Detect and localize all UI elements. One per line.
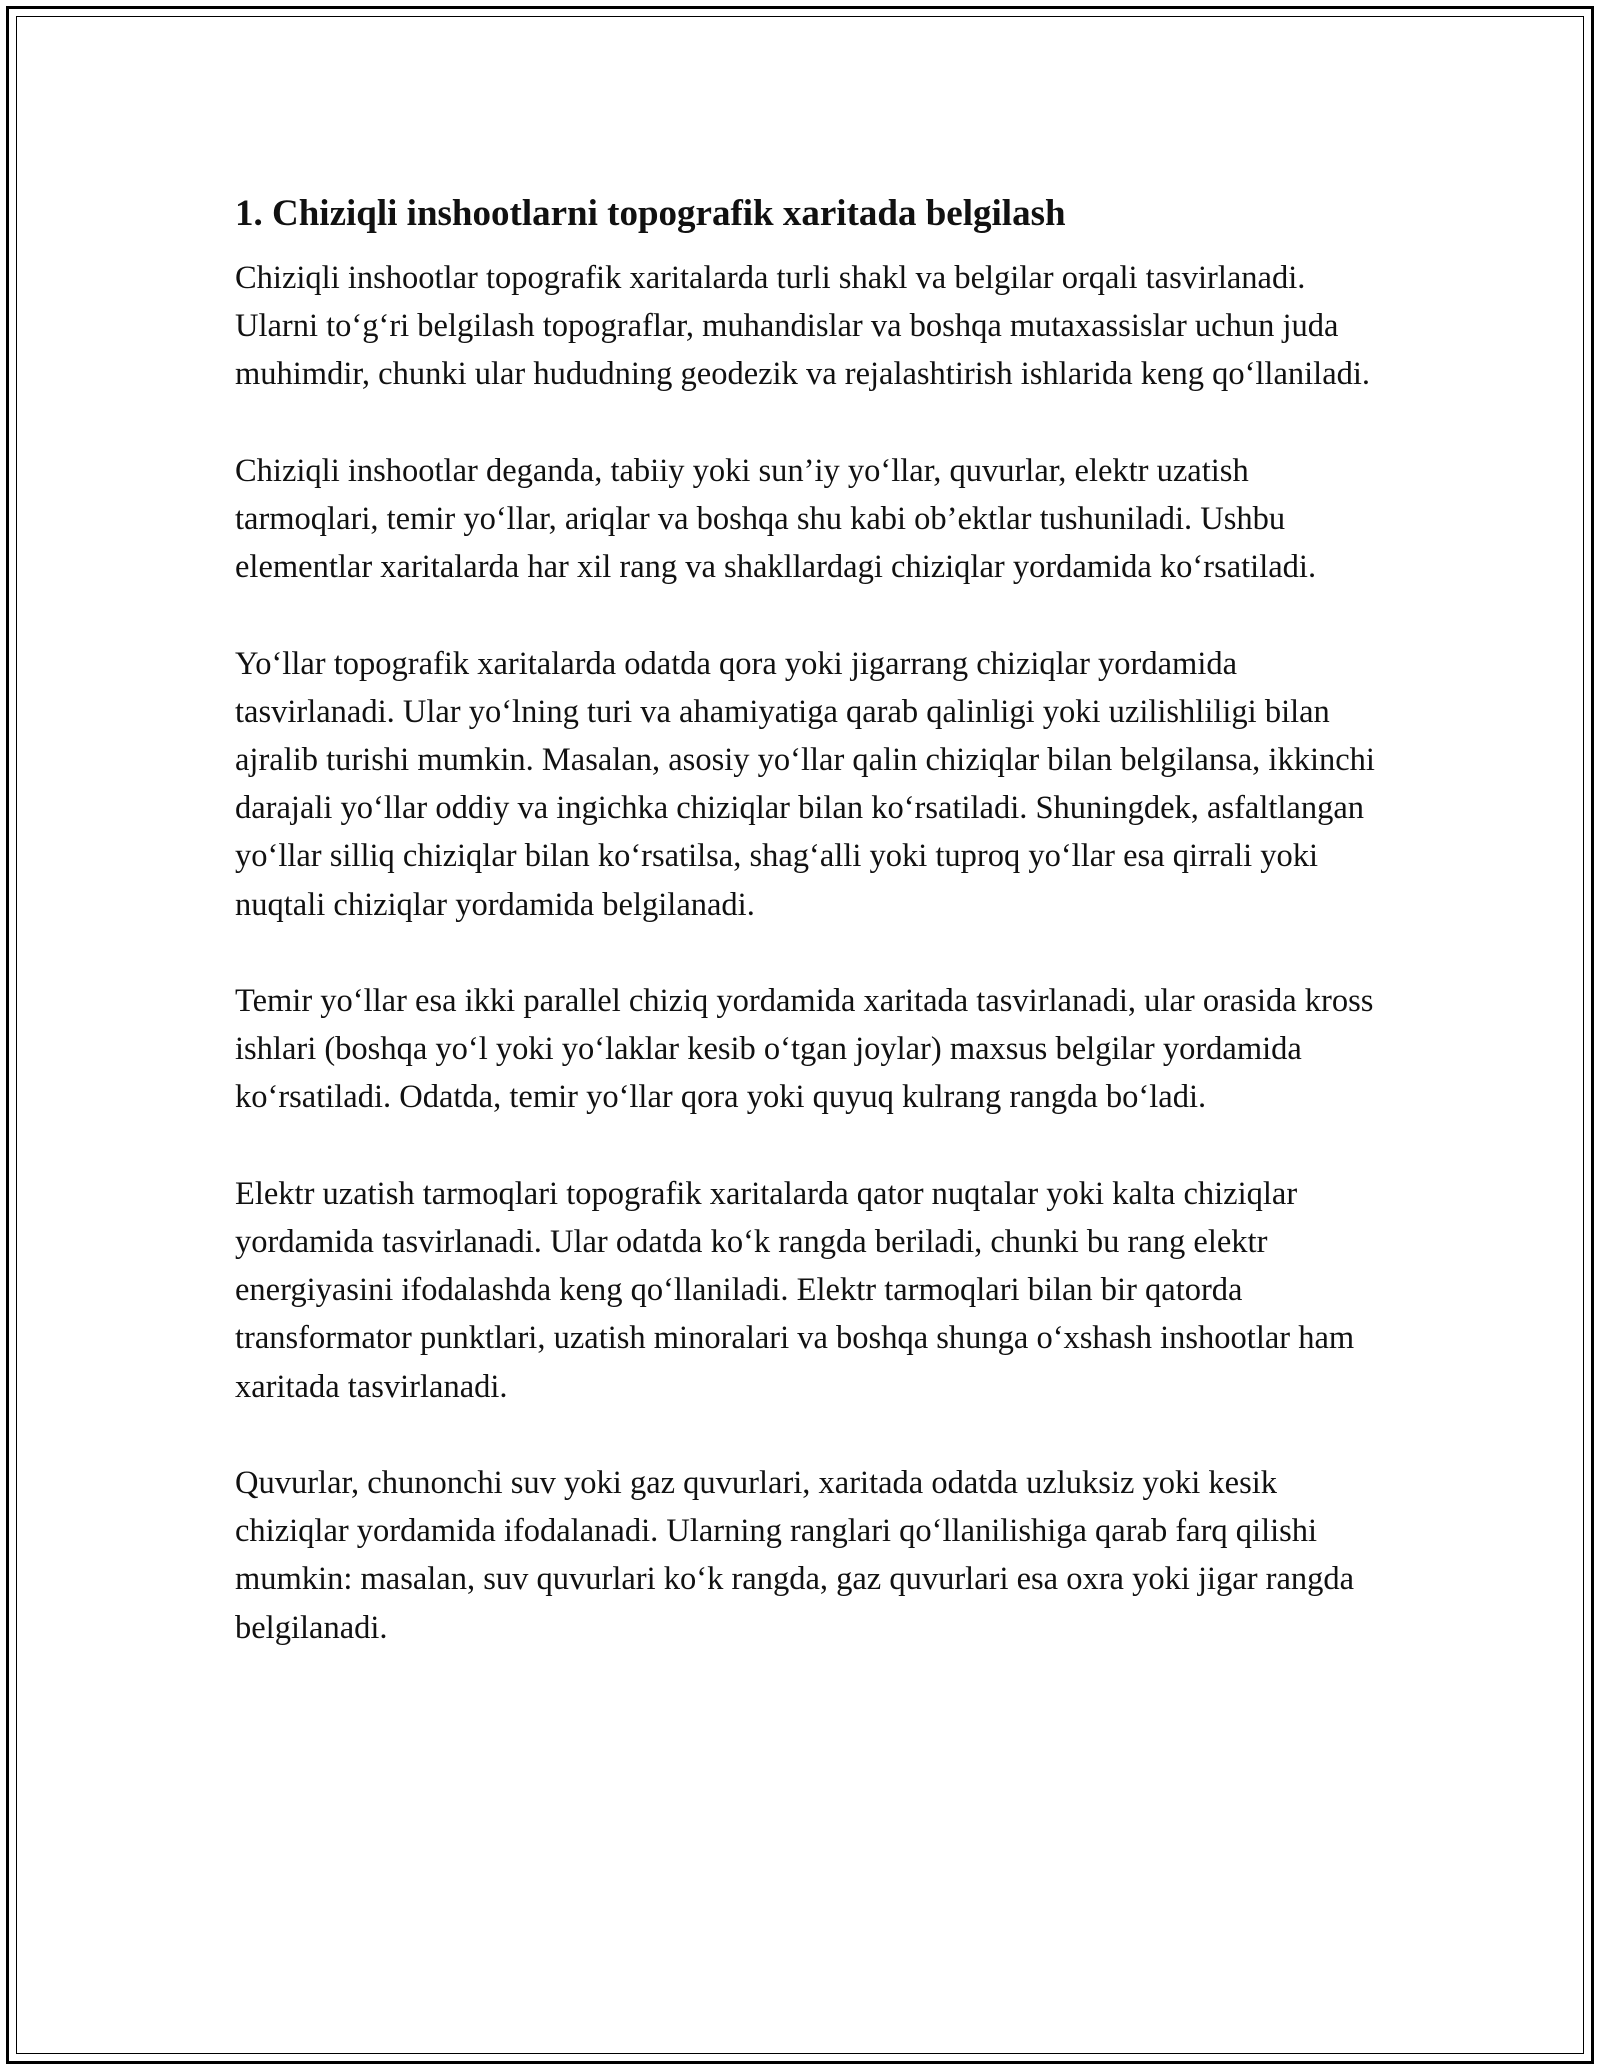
paragraph-1: Chiziqli inshootlar topografik xaritalarda turli shakl va belgilar orqali tasvirlanadi. Ularni to‘g‘ri belgilash topograflar, muhandislar va boshqa mutaxassislar uchun juda muhimdir, chunki ular hududning geodezik va rejalashtirish ishlarida keng qo‘llaniladi. [235, 260, 1371, 393]
document-body [235, 184, 1375, 1700]
paragraph-6: Quvurlar, chunonchi suv yoki gaz quvurlari, xaritada odatda uzluksiz yoki kesik chiziqlar yordamida ifodalanadi. Ularning ranglari qo‘llanilishiga qarab farq qilishi mumkin: masalan, suv quvurlari ko‘k rangda, gaz quvurlari esa oxra yoki jigar rangda belgilanadi. [235, 1465, 1355, 1646]
paragraph-2: Chiziqli inshootlar deganda, tabiiy yoki sun’iy yo‘llar, quvurlar, elektr uzatish tarmoqlari, temir yo‘llar, ariqlar va boshqa shu kabi ob’ektlar tushuniladi. Ushbu elementlar xaritalarda har xil rang va shakllardagi chiziqlar yordamida ko‘rsatiladi. [235, 452, 1317, 586]
paragraph-3: Yo‘llar topografik xaritalarda odatda qora yoki jigarrang chiziqlar yordamida tasvirlanadi. Ular yo‘lning turi va ahamiyatiga qarab qalinligi yoki uzilishliligi bilan ajralib turishi mumkin. Masalan, asosiy yo‘llar qalin chiziqlar bilan belgilansa, ikkinchi darajali yo‘llar oddiy va ingichka chiziqlar bilan ko‘rsatiladi. Shuningdek, asfaltlangan yo‘llar silliq chiziqlar bilan ko‘rsatilsa, shag‘alli yoki tuproq yo‘llar esa qirrali yoki nuqtali chiziqlar yordamida belgilanadi. [235, 645, 1375, 923]
section-heading: 1. Chiziqli inshootlarni topografik xaritada belgilash [235, 193, 1066, 234]
paragraph-5: Elektr uzatish tarmoqlari topografik xaritalarda qator nuqtalar yoki kalta chiziqlar yordamida tasvirlanadi. Ular odatda ko‘k rangda beriladi, chunki bu rang elektr energiyasini ifodalashda keng qo‘llaniladi. Elektr tarmoqlari bilan bir qatorda transformator punktlari, uzatish minoralari va boshqa shunga o‘xshash inshootlar ham xaritada tasvirlanadi. [235, 1175, 1355, 1405]
paragraph-4: Temir yo‘llar esa ikki parallel chiziq yordamida xaritada tasvirlanadi, ular orasida kross ishlari (boshqa yo‘l yoki yo‘laklar kesib o‘tgan joylar) maxsus belgilar yordamida ko‘rsatiladi. Odatda, temir yo‘llar qora yoki quyuq kulrang rangda bo‘ladi. [235, 983, 1374, 1116]
